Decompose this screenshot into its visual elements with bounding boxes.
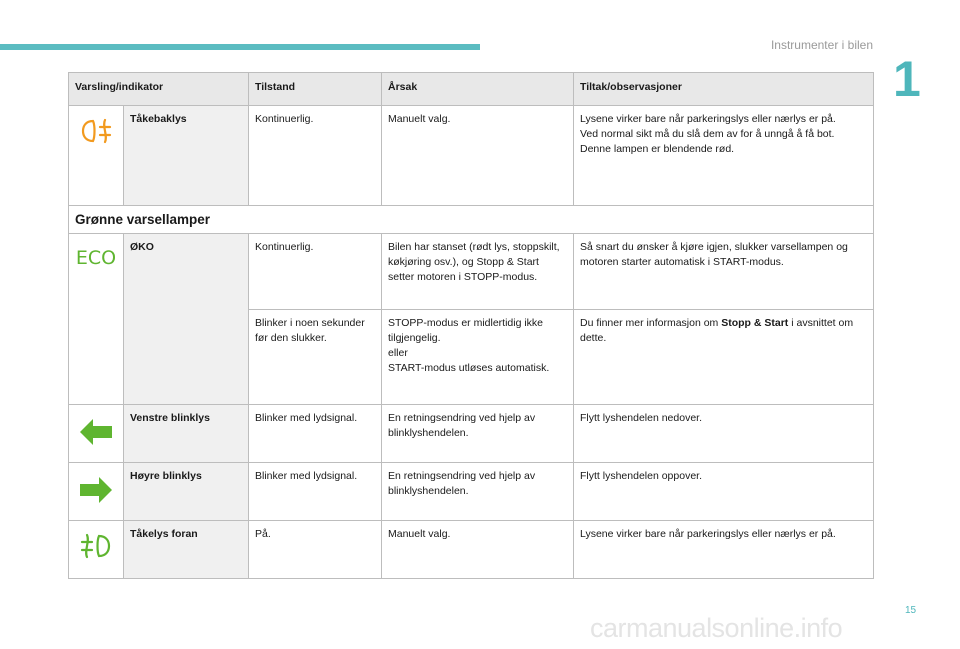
section-title-green: Grønne varsellamper [69, 206, 874, 234]
row-state: På. [249, 521, 382, 579]
row-cause: Bilen har stanset (rødt lys, stoppskilt, køkjøring osv.), og Stopp & Start setter motoren i STOPP-modus. [382, 234, 574, 310]
col-header-action: Tiltak/observasjoner [574, 73, 874, 106]
table-row [69, 521, 874, 579]
row-icon-cell [69, 106, 124, 206]
action-text-pre: Du finner mer informasjon om [580, 317, 722, 329]
col-header-cause: Årsak [382, 73, 574, 106]
row-action: Flytt lyshendelen nedover. [574, 405, 874, 463]
col-header-state: Tilstand [249, 73, 382, 106]
row-action: Lysene virker bare når parkeringslys eller nærlys er på. Ved normal sikt må du slå dem av for å unngå å få bot. Denne lampen er blendende rød. [574, 106, 874, 206]
action-text-post: i avsnittet om dette. [580, 317, 854, 344]
row-cause: STOPP-modus er midlertidig ikke tilgjengelig. eller START-modus utløses automatisk. [382, 310, 574, 405]
row-icon-cell [69, 234, 124, 405]
page-number: 15 [905, 605, 917, 616]
row-cause: Manuelt valg. [382, 106, 574, 206]
row-cause: Manuelt valg. [382, 521, 574, 579]
row-name: Venstre blinklys [124, 405, 249, 463]
table-row [69, 234, 874, 310]
header-accent-bar [0, 44, 480, 50]
indicator-table [68, 72, 874, 579]
row-icon-cell [69, 463, 124, 521]
header-title: Instrumenter i bilen [770, 38, 873, 52]
eco-icon-text: ECO [76, 247, 116, 268]
table-row [69, 405, 874, 463]
row-state: Kontinuerlig. [249, 106, 382, 206]
watermark: carmanualsonline.info [590, 613, 843, 643]
col-header-indicator: Varsling/indikator [69, 73, 249, 106]
table-header-row [69, 73, 874, 106]
row-name: Tåkelys foran [124, 521, 249, 579]
eco-icon [76, 246, 116, 268]
row-state: Blinker med lydsignal. [249, 463, 382, 521]
row-action [574, 310, 874, 405]
row-name: Tåkebaklys [124, 106, 249, 206]
row-icon-cell [69, 521, 124, 579]
front-fog-lamp-icon [79, 533, 113, 559]
row-state: Blinker med lydsignal. [249, 405, 382, 463]
row-action: Så snart du ønsker å kjøre igjen, slukker varsellampen og motoren starter automatisk i START-modus. [574, 234, 874, 310]
row-cause: En retningsendring ved hjelp av blinklyshendelen. [382, 405, 574, 463]
table-row [69, 463, 874, 521]
row-name: Høyre blinklys [124, 463, 249, 521]
row-state: Kontinuerlig. [249, 234, 382, 310]
row-state: Blinker i noen sekunder før den slukker. [249, 310, 382, 405]
chapter-number: 1 [893, 51, 921, 107]
rear-fog-lamp-icon [79, 118, 113, 144]
table-row [69, 106, 874, 206]
left-arrow-icon [79, 417, 113, 447]
row-name: ØKO [124, 234, 249, 405]
section-row [69, 206, 874, 234]
row-action: Lysene virker bare når parkeringslys eller nærlys er på. [574, 521, 874, 579]
row-cause: En retningsendring ved hjelp av blinklyshendelen. [382, 463, 574, 521]
row-icon-cell [69, 405, 124, 463]
action-text-bold: Stopp & Start [721, 317, 789, 329]
right-arrow-icon [79, 475, 113, 505]
row-action: Flytt lyshendelen oppover. [574, 463, 874, 521]
